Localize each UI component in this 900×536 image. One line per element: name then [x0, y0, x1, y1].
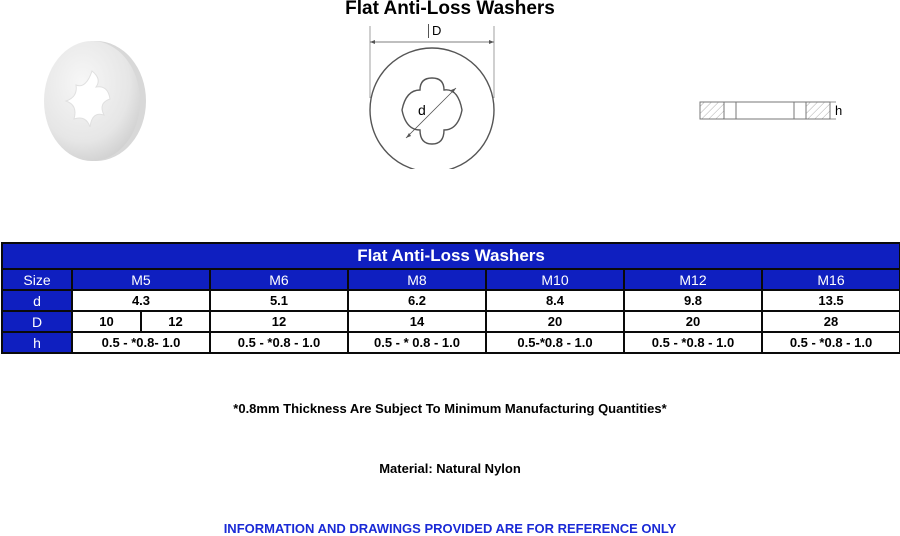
size-cell: M12	[624, 269, 762, 290]
d-value-cell: 8.4	[486, 290, 624, 311]
inner-diameter-row	[2, 290, 900, 311]
row-label-size: Size	[2, 269, 72, 290]
d-value-cell: 9.8	[624, 290, 762, 311]
thickness-note: *0.8mm Thickness Are Subject To Minimum Manufacturing Quantities*	[233, 401, 667, 416]
h-value-cell: 0.5 - *0.8 - 1.0	[210, 332, 348, 353]
page-title: Flat Anti-Loss Washers	[345, 0, 555, 19]
h-value-cell: 0.5 - *0.8 - 1.0	[624, 332, 762, 353]
D-value-cell: 28	[762, 311, 900, 332]
D-value-cell: 12	[210, 311, 348, 332]
size-row	[2, 269, 900, 290]
washer-photo	[36, 38, 148, 164]
D-value-cell: 20	[624, 311, 762, 332]
dim-h-label: h	[835, 103, 843, 118]
row-label-D: D	[2, 311, 72, 332]
D-value-cell: 20	[486, 311, 624, 332]
material-note: Material: Natural Nylon	[379, 461, 521, 476]
row-label-h: h	[2, 332, 72, 353]
h-value-cell: 0.5 - * 0.8 - 1.0	[348, 332, 486, 353]
dim-D-label: D	[428, 24, 441, 38]
dim-d-label: d	[418, 102, 426, 118]
size-cell: M16	[762, 269, 900, 290]
outer-diameter-row	[2, 311, 900, 332]
size-cell: M6	[210, 269, 348, 290]
spec-table	[1, 242, 900, 354]
thickness-row	[2, 332, 900, 353]
d-value-cell: 4.3	[72, 290, 210, 311]
D-value-cell: 10	[72, 311, 141, 332]
d-value-cell: 13.5	[762, 290, 900, 311]
h-value-cell: 0.5 - *0.8- 1.0	[72, 332, 210, 353]
D-value-cell: 14	[348, 311, 486, 332]
row-label-d: d	[2, 290, 72, 311]
size-cell: M10	[486, 269, 624, 290]
front-view-drawing	[362, 24, 502, 169]
h-value-cell: 0.5 - *0.8 - 1.0	[762, 332, 900, 353]
table-banner: Flat Anti-Loss Washers	[2, 243, 900, 269]
d-value-cell: 5.1	[210, 290, 348, 311]
disclaimer-note: INFORMATION AND DRAWINGS PROVIDED ARE FOR REFERENCE ONLY	[223, 521, 677, 536]
d-value-cell: 6.2	[348, 290, 486, 311]
h-value-cell: 0.5-*0.8 - 1.0	[486, 332, 624, 353]
side-view-drawing	[696, 96, 848, 126]
D-value-cell: 12	[141, 311, 210, 332]
size-cell: M5	[72, 269, 210, 290]
size-cell: M8	[348, 269, 486, 290]
